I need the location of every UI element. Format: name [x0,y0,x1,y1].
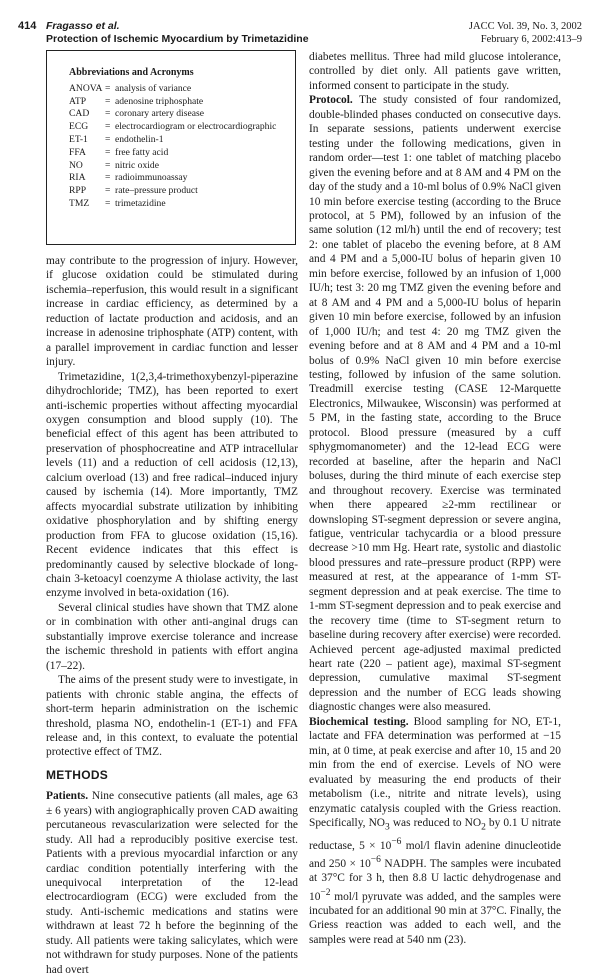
header-journal: JACC Vol. 39, No. 3, 2002 [468,21,582,32]
bio-text: NADPH. The samples were incubated at 37°C for 3 h, then 8.8 U lactic dehydrogenase and 10 [309,857,562,903]
paragraph-biochemical [309,715,561,947]
patients-text: Nine consecutive patients (all males, age 63 ± 6 years) with angiographically proven CAD awaiting percutaneous revascularization were selected for the study. All had a reproducibly positive exercise test. Patients with a previous myocardial infarction or any cardiac condition potentially interfering with the unequivocal interpretation of the 12-lead electrocardiogram (ECG) were excluded from the study. Anti-ischemic medications and statins were withdrawn at least 72 h before the beginning of the study. All patients were taking salicylates, which were not withdrawn for study purposes. None of the patients had overt [46,790,298,976]
right-column [309,50,561,947]
abbreviation-definition: coronary artery disease [115,108,204,120]
bio-text: mol/l pyruvate was added, and the samples were incubated for an additional 90 min at 37°C. Finally, the Griess reaction was added to each well, and the samples were read at 540 nm (23). [309,890,561,946]
abbreviation-row [69,198,285,211]
page-number: 414 [18,20,37,32]
bio-text: by 0.1 U nitrate reductase, 5 × 10 [309,817,561,852]
equals-sign: = [105,121,111,133]
running-header-left [18,20,318,46]
superscript: −2 [320,887,331,898]
run-in-head-protocol: Protocol. [309,94,353,107]
abbreviation-term: RIA [69,172,86,184]
header-authors: Fragasso et al. [46,20,120,32]
equals-sign: = [105,108,111,120]
equals-sign: = [105,172,111,184]
equals-sign: = [105,95,111,107]
abbreviation-definition: radioimmunoassay [115,172,188,184]
abbreviation-row [69,147,285,160]
abbreviation-term: CAD [69,108,90,120]
abbreviations-box [46,50,296,245]
abbreviation-definition: endothelin-1 [115,133,164,145]
superscript: −6 [370,855,381,865]
abbreviation-definition: adenosine triphosphate [115,95,204,107]
methods-heading: METHODS [46,767,109,782]
abbreviation-definition: trimetazidine [115,197,166,209]
equals-sign: = [105,133,111,145]
abbreviation-term: TMZ [69,197,90,209]
bio-text: was reduced to NO [389,817,482,830]
abbreviation-row [69,83,285,96]
header-title: Protection of Ischemic Myocardium by Trimetazidine [46,33,309,45]
abbreviation-row [69,121,285,134]
paragraph: Several clinical studies have shown that TMZ alone or in combination with other anti-anginal drugs can substantially improve exercise tolerance and increase the ischemic threshold in patients with effort angina (17–22). [46,601,298,672]
paragraph: Trimetazidine, 1(2,3,4-trimethoxybenzyl-piperazine dihydrochloride; TMZ), has been reported to exert anti-ischemic properties without affecting myocardial oxygen consumption and blood supply (10). The beneficial effect of this agent has been attributed to preservation of phosphocreatine and ATP intracellular levels (11) and a reduction of cell acidosis (12,13), calcium overload (13) and free radical–induced injury caused by ischemia (14). More importantly, TMZ affects myocardial substrate utilization by inhibiting oxidative phosphorylation and by shifting energy production from FFA to glucose oxidation (15,16). Recent evidence indicates that this effect is predominantly caused by selective blockade of long-chain 3-ketoacyl coenzyme A thiolase activity, the last enzyme involved in beta-oxidation (16). [46,370,298,600]
abbreviation-definition: rate–pressure product [115,185,198,197]
running-header-right [382,20,582,46]
paragraph: may contribute to the progression of injury. However, if glucose oxidation could be stimulated during ischemia–reperfusion, this would result in a significant increase in cardiac efficiency, as determined by a reduction of lactate production and acidosis, and an increase in adenosine triphosphate (ATP) content, with a parallel improvement in cardiac function and lesser injury. [46,255,298,369]
paragraph: The aims of the present study were to investigate, in patients with chronic stable angina, the effects of short-term heparin administration on the ischemic threshold, plasma NO, endothelin-1 (ET-1) and FFA release and, in this context, to evaluate the potential protective effect of TMZ. [46,674,298,759]
left-column [46,254,298,977]
subscript: 3 [385,822,390,833]
subscript: 2 [481,822,486,833]
abbreviation-definition: free fatty acid [115,146,169,158]
abbreviation-definition: electrocardiogram or electrocardiographic [115,121,277,133]
abbreviation-term: ATP [69,95,87,107]
header-date-pages: February 6, 2002:413–9 [480,34,582,45]
equals-sign: = [105,159,111,171]
abbreviation-term: FFA [69,146,86,158]
abbreviation-row [69,185,285,198]
abbreviation-term: ANOVA [69,82,103,94]
abbreviations-title: Abbreviations and Acronyms [69,67,194,78]
run-in-head-biochemical: Biochemical testing. [309,715,409,728]
abbreviation-row [69,96,285,109]
bio-text: Blood sampling for NO, ET-1, lactate and FFA determination was performed at −15 min, at 0 time, at peak exercise and after 10, 15 and 20 min from the end of exercise. Levels of NO were evaluated by measuring the end products of their metabolism (i.e., nitrite and nitrate levels), using enzymatic catalysis coupled with the Griess reaction. Specifically, NO [309,715,561,830]
abbreviation-definition: nitric oxide [115,159,159,171]
equals-sign: = [105,146,111,158]
abbreviation-term: NO [69,159,83,171]
abbreviation-row [69,134,285,147]
superscript: −6 [391,836,402,847]
abbreviation-definition: analysis of variance [115,82,192,94]
equals-sign: = [105,197,111,209]
paragraph: diabetes mellitus. Three had mild glucose intolerance, controlled by diet only. All patients gave written, informed consent to participate in the study. [309,51,561,92]
abbreviation-row [69,172,285,185]
paragraph-protocol [309,93,561,714]
abbreviation-term: RPP [69,185,87,197]
abbreviation-row [69,160,285,173]
paragraph-patients [46,789,298,977]
bio-text: mol/l flavin adenine dinucleotide and 250 × 10 [309,839,562,870]
abbreviations-list [69,83,285,211]
abbreviation-term: ECG [69,121,89,133]
equals-sign: = [105,185,111,197]
equals-sign: = [105,82,111,94]
protocol-text: The study consisted of four randomized, double-blinded phases conducted on consecutive days. In separate sessions, patients underwent exercise testing under the following medications, given in random order—test 1: one tablet of matching placebo given the evening before and at 8 AM and 4 PM on the day of the study and a 10-ml bolus of 0.9% NaCl given 10 min before exercise testing (according to the Bruce protocol, at 5 PM), followed by an infusion of the same solution (12 ml/h) until the end of recovery; test 2: one tablet of placebo the evening before, at 8 AM and 4 PM and a 5,000-IU bolus of heparin given 10 min before exercise, followed by an infusion of 1,000 IU/h; test 3: 20 mg TMZ given the evening before and at 8 AM and 4 PM and a 5,000-IU bolus of heparin given 10 min before exercise, followed by an infusion of 1,000 IU/h; and test 4: 20 mg TMZ given the evening before and at 8 AM and 4 PM and a 10-ml bolus of 0.9% NaCl given 10 min before exercise testing, followed by infusion of the same solution. Treadmill exercise testing (CASE 12-Marquette Electronics, Milwaukee, Wisconsin) was performed at 5 PM, in the fasting state, according to the Bruce protocol. Blood pressure (measured by a cuff sphygmomanometer) and the 12-lead ECG were recorded at baseline, after the heparin and NaCl boluses, during the third minute of each exercise step and throughout recovery. Exercise was terminated when there appeared ≥2-mm rectilinear or downsloping ST-segment depression or severe angina, fatigue, ventricular tachycardia or a blood pressure decrease >10 mm Hg. Heart rate, systolic and diastolic blood pressures and rate–pressure product (RPP) were measured at rest, at the appearance of 1-mm ST-segment depression and at peak exercise. The time to 1-mm ST-segment depression and to peak exercise and the recovery time (time to ST-segment return to baseline during recovery after exercise) were recorded. Achieved percent age-adjusted maximal predicted heart rate (220 – patient age), maximal ST-segment depression, cumulative maximal ST-segment depression and the number of ECG leads showing diagnostic changes were also measured. [309,94,561,714]
abbreviation-row [69,108,285,121]
run-in-head-patients: Patients. [46,790,89,803]
abbreviation-term: ET-1 [69,133,88,145]
